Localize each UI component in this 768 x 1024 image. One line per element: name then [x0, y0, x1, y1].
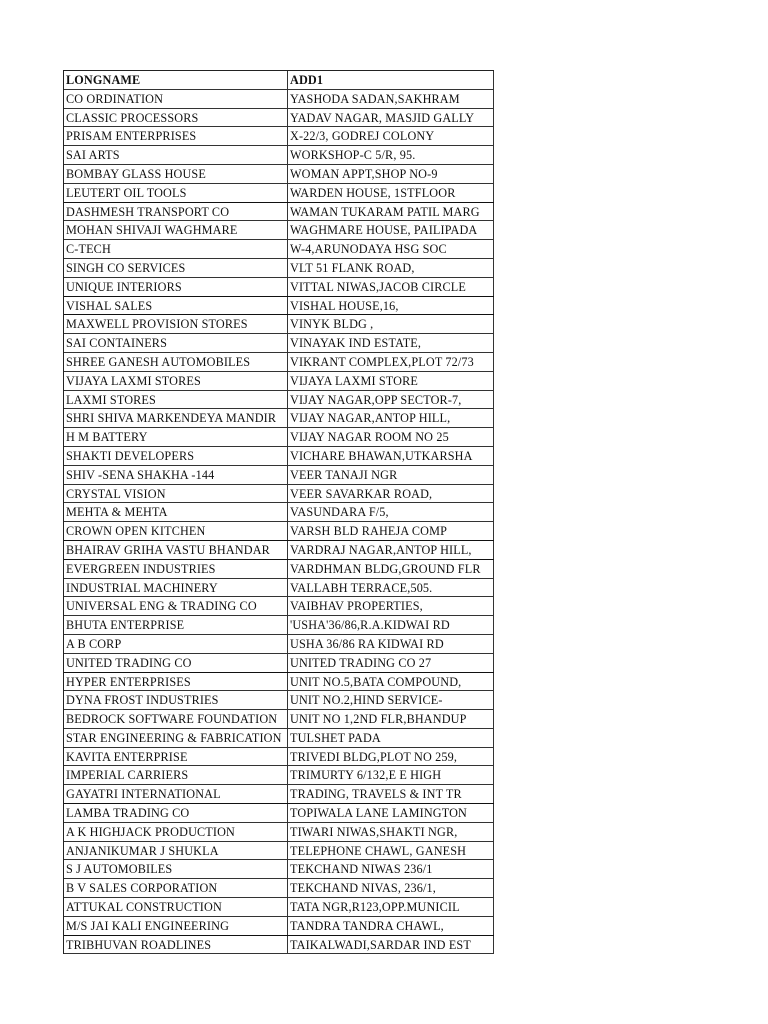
table-row [64, 898, 494, 917]
longname-cell: S J AUTOMOBILES [64, 860, 288, 878]
longname-cell: ATTUKAL CONSTRUCTION [64, 898, 288, 916]
table-row [64, 654, 494, 673]
table-row [64, 221, 494, 240]
longname-cell: STAR ENGINEERING & FABRICATION [64, 729, 288, 747]
add1-cell: WAMAN TUKARAM PATIL MARG [288, 203, 494, 221]
longname-cell: EVERGREEN INDUSTRIES [64, 560, 288, 578]
table-row [64, 597, 494, 616]
longname-cell: SHREE GANESH AUTOMOBILES [64, 353, 288, 371]
add1-cell: VINAYAK IND ESTATE, [288, 334, 494, 352]
longname-cell: MOHAN SHIVAJI WAGHMARE [64, 221, 288, 239]
add1-cell: TRIVEDI BLDG,PLOT NO 259, [288, 748, 494, 766]
longname-cell: VISHAL SALES [64, 297, 288, 315]
longname-cell: BHAIRAV GRIHA VASTU BHANDAR [64, 541, 288, 559]
add1-cell: 'USHA'36/86,R.A.KIDWAI RD [288, 616, 494, 634]
table-row [64, 259, 494, 278]
add1-cell: WOMAN APPT,SHOP NO-9 [288, 165, 494, 183]
longname-cell: CLASSIC PROCESSORS [64, 109, 288, 127]
longname-cell: ANJANIKUMAR J SHUKLA [64, 842, 288, 860]
table-row [64, 785, 494, 804]
table-row [64, 635, 494, 654]
add1-cell: YADAV NAGAR, MASJID GALLY [288, 109, 494, 127]
longname-cell: INDUSTRIAL MACHINERY [64, 579, 288, 597]
table-row [64, 240, 494, 259]
longname-cell: MEHTA & MEHTA [64, 503, 288, 521]
add1-cell: VAIBHAV PROPERTIES, [288, 597, 494, 615]
spreadsheet-table [63, 70, 494, 954]
add1-cell: UNIT NO.2,HIND SERVICE- [288, 691, 494, 709]
add1-cell: UNIT NO 1,2ND FLR,BHANDUP [288, 710, 494, 728]
add1-cell: TRADING, TRAVELS & INT TR [288, 785, 494, 803]
longname-cell: SHAKTI DEVELOPERS [64, 447, 288, 465]
table-row [64, 409, 494, 428]
table-row [64, 616, 494, 635]
header-row [64, 71, 494, 90]
add1-cell: VITTAL NIWAS,JACOB CIRCLE [288, 278, 494, 296]
table-row [64, 691, 494, 710]
table-row [64, 560, 494, 579]
add1-cell: VINYK BLDG , [288, 315, 494, 333]
longname-cell: LAXMI STORES [64, 391, 288, 409]
add1-cell: VLT 51 FLANK ROAD, [288, 259, 494, 277]
table-row [64, 729, 494, 748]
longname-cell: SAI ARTS [64, 146, 288, 164]
add1-cell: TOPIWALA LANE LAMINGTON [288, 804, 494, 822]
longname-cell: KAVITA ENTERPRISE [64, 748, 288, 766]
add1-cell: TULSHET PADA [288, 729, 494, 747]
table-row [64, 842, 494, 861]
table-row [64, 522, 494, 541]
add1-cell: WARDEN HOUSE, 1STFLOOR [288, 184, 494, 202]
add1-cell: VEER TANAJI NGR [288, 466, 494, 484]
add1-cell: TRIMURTY 6/132,E E HIGH [288, 766, 494, 784]
table-row [64, 184, 494, 203]
longname-cell: SINGH CO SERVICES [64, 259, 288, 277]
longname-cell: BHUTA ENTERPRISE [64, 616, 288, 634]
table-row [64, 466, 494, 485]
longname-cell: UNITED TRADING CO [64, 654, 288, 672]
table-row [64, 541, 494, 560]
add1-cell: VIJAYA LAXMI STORE [288, 372, 494, 390]
longname-cell: SHRI SHIVA MARKENDEYA MANDIR [64, 409, 288, 427]
add1-cell: YASHODA SADAN,SAKHRAM [288, 90, 494, 108]
longname-cell: UNIVERSAL ENG & TRADING CO [64, 597, 288, 615]
table-row [64, 391, 494, 410]
longname-cell: CROWN OPEN KITCHEN [64, 522, 288, 540]
add1-cell: TAIKALWADI,SARDAR IND EST [288, 936, 494, 954]
table-row [64, 127, 494, 146]
table-row [64, 353, 494, 372]
longname-cell: HYPER ENTERPRISES [64, 673, 288, 691]
longname-cell: DASHMESH TRANSPORT CO [64, 203, 288, 221]
add1-cell: TEKCHAND NIVAS, 236/1, [288, 879, 494, 897]
add1-cell: X-22/3, GODREJ COLONY [288, 127, 494, 145]
table-row [64, 823, 494, 842]
add1-cell: VARSH BLD RAHEJA COMP [288, 522, 494, 540]
table-row [64, 485, 494, 504]
longname-cell: LAMBA TRADING CO [64, 804, 288, 822]
add1-cell: VARDHMAN BLDG,GROUND FLR [288, 560, 494, 578]
table-row [64, 503, 494, 522]
add1-cell: WAGHMARE HOUSE, PAILIPADA [288, 221, 494, 239]
table-row [64, 917, 494, 936]
table-row [64, 372, 494, 391]
add1-cell: VIJAY NAGAR ROOM NO 25 [288, 428, 494, 446]
longname-cell: PRISAM ENTERPRISES [64, 127, 288, 145]
longname-cell: GAYATRI INTERNATIONAL [64, 785, 288, 803]
table-row [64, 297, 494, 316]
longname-cell: VIJAYA LAXMI STORES [64, 372, 288, 390]
table-row [64, 109, 494, 128]
table-row [64, 428, 494, 447]
add1-cell: UNIT NO.5,BATA COMPOUND, [288, 673, 494, 691]
column-header-add1: ADD1 [288, 71, 494, 89]
add1-cell: VIJAY NAGAR,OPP SECTOR-7, [288, 391, 494, 409]
longname-cell: SHIV -SENA SHAKHA -144 [64, 466, 288, 484]
longname-cell: DYNA FROST INDUSTRIES [64, 691, 288, 709]
table-row [64, 90, 494, 109]
add1-cell: TANDRA TANDRA CHAWL, [288, 917, 494, 935]
longname-cell: UNIQUE INTERIORS [64, 278, 288, 296]
longname-cell: LEUTERT OIL TOOLS [64, 184, 288, 202]
add1-cell: VIKRANT COMPLEX,PLOT 72/73 [288, 353, 494, 371]
column-header-longname: LONGNAME [64, 71, 288, 89]
longname-cell: H M BATTERY [64, 428, 288, 446]
longname-cell: A B CORP [64, 635, 288, 653]
table-row [64, 804, 494, 823]
table-row [64, 447, 494, 466]
add1-cell: W-4,ARUNODAYA HSG SOC [288, 240, 494, 258]
longname-cell: M/S JAI KALI ENGINEERING [64, 917, 288, 935]
add1-cell: VIJAY NAGAR,ANTOP HILL, [288, 409, 494, 427]
longname-cell: C-TECH [64, 240, 288, 258]
add1-cell: USHA 36/86 RA KIDWAI RD [288, 635, 494, 653]
table-row [64, 165, 494, 184]
add1-cell: VISHAL HOUSE,16, [288, 297, 494, 315]
table-row [64, 146, 494, 165]
add1-cell: VICHARE BHAWAN,UTKARSHA [288, 447, 494, 465]
add1-cell: VARDRAJ NAGAR,ANTOP HILL, [288, 541, 494, 559]
longname-cell: B V SALES CORPORATION [64, 879, 288, 897]
add1-cell: TEKCHAND NIWAS 236/1 [288, 860, 494, 878]
add1-cell: UNITED TRADING CO 27 [288, 654, 494, 672]
table-row [64, 203, 494, 222]
longname-cell: SAI CONTAINERS [64, 334, 288, 352]
longname-cell: IMPERIAL CARRIERS [64, 766, 288, 784]
table-row [64, 936, 494, 955]
table-row [64, 278, 494, 297]
longname-cell: TRIBHUVAN ROADLINES [64, 936, 288, 954]
table-row [64, 879, 494, 898]
longname-cell: BEDROCK SOFTWARE FOUNDATION [64, 710, 288, 728]
longname-cell: CO ORDINATION [64, 90, 288, 108]
longname-cell: A K HIGHJACK PRODUCTION [64, 823, 288, 841]
table-row [64, 748, 494, 767]
add1-cell: TIWARI NIWAS,SHAKTI NGR, [288, 823, 494, 841]
table-row [64, 860, 494, 879]
table-row [64, 315, 494, 334]
add1-cell: VASUNDARA F/5, [288, 503, 494, 521]
add1-cell: WORKSHOP-C 5/R, 95. [288, 146, 494, 164]
add1-cell: TELEPHONE CHAWL, GANESH [288, 842, 494, 860]
add1-cell: TATA NGR,R123,OPP.MUNICIL [288, 898, 494, 916]
table-row [64, 673, 494, 692]
add1-cell: VEER SAVARKAR ROAD, [288, 485, 494, 503]
add1-cell: VALLABH TERRACE,505. [288, 579, 494, 597]
table-row [64, 766, 494, 785]
longname-cell: BOMBAY GLASS HOUSE [64, 165, 288, 183]
table-row [64, 334, 494, 353]
longname-cell: CRYSTAL VISION [64, 485, 288, 503]
table-row [64, 579, 494, 598]
longname-cell: MAXWELL PROVISION STORES [64, 315, 288, 333]
table-row [64, 710, 494, 729]
